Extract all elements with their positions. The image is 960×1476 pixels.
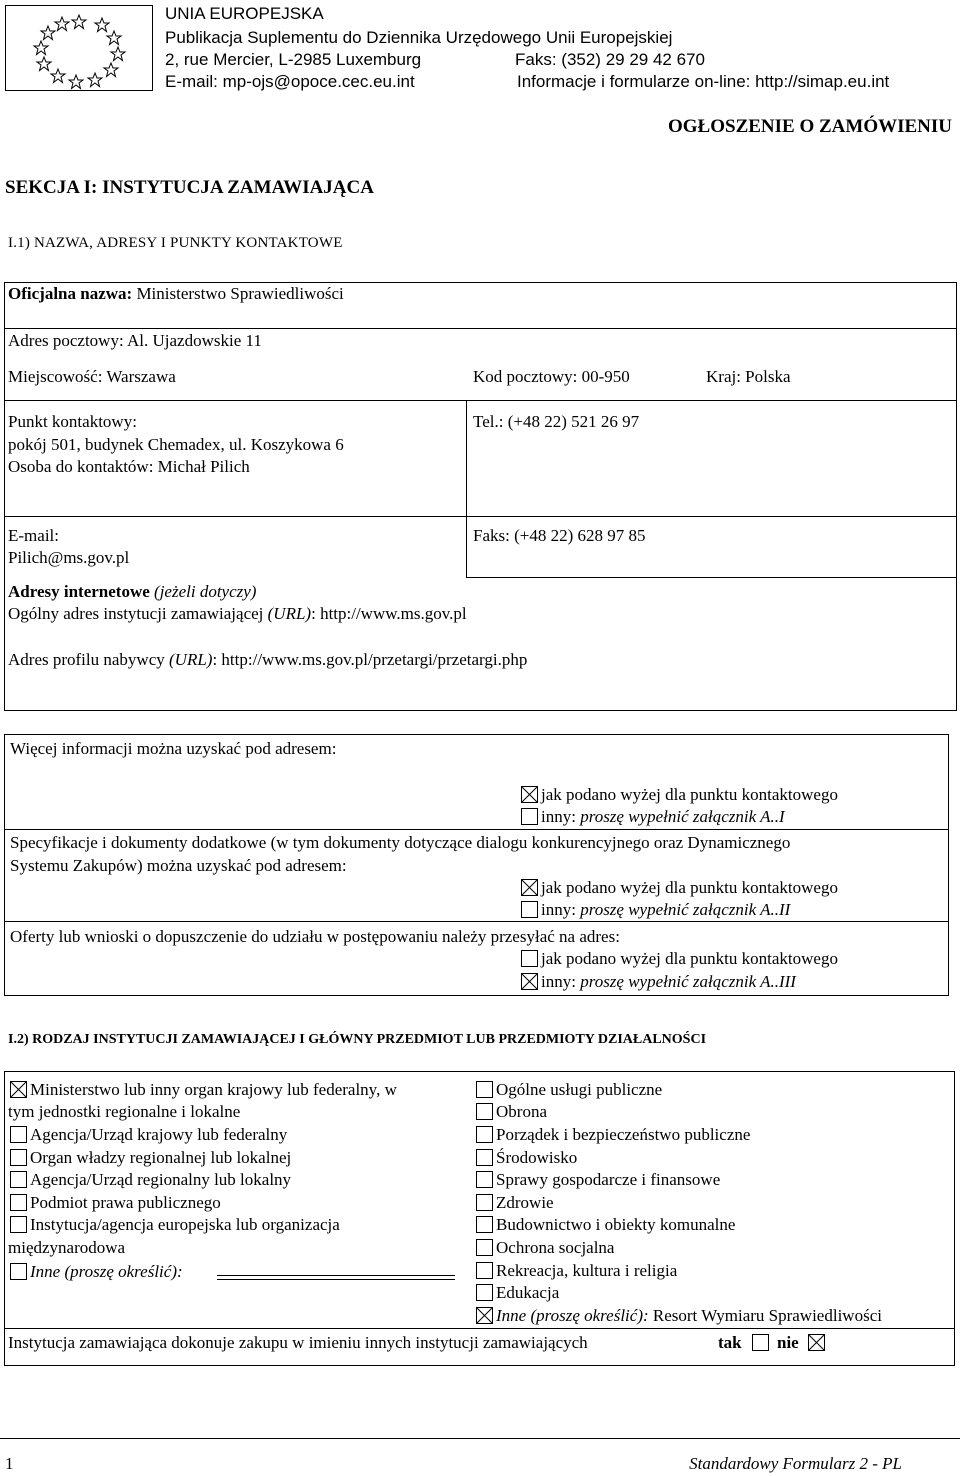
q3-same-checkbox[interactable]	[521, 950, 538, 967]
activity-order-label: Porządek i bezpieczeństwo publiczne	[496, 1125, 751, 1144]
buyer-profile-row	[8, 650, 527, 670]
behalf-yes-checkbox[interactable]	[752, 1334, 769, 1351]
activity-environment-checkbox[interactable]	[476, 1149, 493, 1166]
activity-general-label: Ogólne usługi publiczne	[496, 1080, 663, 1099]
q2-other-checkbox[interactable]	[521, 901, 538, 918]
internet-label: Adresy internetowe	[8, 582, 150, 601]
contact-point-label: Punkt kontaktowy:	[8, 412, 137, 431]
q3-other-checkbox[interactable]	[521, 973, 538, 990]
activity-recreation-checkbox[interactable]	[476, 1262, 493, 1279]
rule-more-2	[4, 921, 949, 922]
address-row	[8, 331, 262, 351]
city-field: Miejscowość: Warszawa	[8, 367, 176, 386]
activity-other-checkbox[interactable]	[476, 1307, 493, 1324]
type-other-fill-line-2	[217, 1279, 455, 1280]
address-value: Al. Ujazdowskie 11	[126, 331, 262, 350]
url-tag: (URL)	[267, 604, 312, 623]
q2-other-label	[541, 900, 790, 920]
i2-title: I.2) RODZAJ INSTYTUCJI ZAMAWIAJĄCEJ I GŁÓWNY PRZEDMIOT LUB PRZEDMIOTY DZIAŁALNOŚCI	[8, 1032, 707, 1047]
type-regional-authority-label: Organ władzy regionalnej lub lokalnej	[30, 1148, 292, 1167]
activity-defence-checkbox[interactable]	[476, 1103, 493, 1120]
footer-rule	[0, 1438, 960, 1439]
header-email: E-mail: mp-ojs@opoce.cec.eu.int	[165, 72, 415, 91]
type-other-fill-line[interactable]	[217, 1275, 455, 1276]
type-other-label: Inne (proszę określić):	[30, 1262, 183, 1281]
other-annex-3: proszę wypełnić załącznik A..III	[580, 972, 796, 991]
q1-other-checkbox[interactable]	[521, 808, 538, 825]
internet-note: (jeżeli dotyczy)	[154, 582, 257, 601]
behalf-no-checkbox[interactable]	[808, 1334, 825, 1351]
activity-health-label: Zdrowie	[496, 1193, 554, 1212]
email-label: E-mail:	[8, 526, 59, 545]
type-public-law-checkbox[interactable]	[10, 1194, 27, 1211]
behalf-no-label: nie	[777, 1333, 799, 1352]
footer-form-name: Standardowy Formularz 2 - PL	[689, 1454, 902, 1473]
type-regional-authority-checkbox[interactable]	[10, 1149, 27, 1166]
contact-left-rule	[4, 282, 5, 711]
activity-order-checkbox[interactable]	[476, 1126, 493, 1143]
more-info-question: Więcej informacji można uzyskać pod adresem:	[10, 739, 337, 758]
activity-social-checkbox[interactable]	[476, 1239, 493, 1256]
address-label: Adres pocztowy:	[8, 331, 124, 350]
specs-question-line1: Specyfikacje i dokumenty dodatkowe (w tym dokumenty dotyczące dialogu konkurencyjnego oraz Dynamicznego	[10, 833, 791, 852]
specs-question-line2: Systemu Zakupów) można uzyskać pod adresem:	[10, 856, 347, 875]
activity-economy-label: Sprawy gospodarcze i finansowe	[496, 1170, 721, 1189]
header-publication: Publikacja Suplementu do Dziennika Urzędowego Unii Europejskiej	[165, 28, 673, 47]
activity-other-label: Inne (proszę określić):	[496, 1306, 649, 1325]
fax-field: Faks: (+48 22) 628 97 85	[473, 526, 646, 545]
eu-flag-logo	[5, 5, 153, 91]
q2-same-checkbox[interactable]	[521, 879, 538, 896]
rule-after-name	[4, 328, 957, 329]
activity-other-row	[496, 1306, 882, 1326]
activity-general-checkbox[interactable]	[476, 1081, 493, 1098]
contact-person: Osoba do kontaktów: Michał Pilich	[8, 457, 250, 476]
q2-same-label: jak podano wyżej dla punktu kontaktowego	[541, 878, 838, 897]
postal-code-field: Kod pocztowy: 00-950	[473, 367, 630, 386]
rule-after-contact	[4, 516, 957, 517]
eu-stars-icon	[6, 6, 152, 90]
type-national-agency-label: Agencja/Urząd krajowy lub federalny	[30, 1125, 288, 1144]
other-annex-1: proszę wypełnić załącznik A..I	[580, 807, 785, 826]
rule-more-1	[4, 829, 949, 830]
rule-after-fax	[466, 577, 957, 578]
activity-economy-checkbox[interactable]	[476, 1171, 493, 1188]
rule-after-city	[4, 400, 957, 401]
activity-health-checkbox[interactable]	[476, 1194, 493, 1211]
q1-other-label	[541, 807, 785, 827]
type-public-law-label: Podmiot prawa publicznego	[30, 1193, 221, 1212]
tel-field: Tel.: (+48 22) 521 26 97	[473, 412, 640, 431]
activity-environment-label: Środowisko	[496, 1148, 578, 1167]
type-national-agency-checkbox[interactable]	[10, 1126, 27, 1143]
q1-same-label: jak podano wyżej dla punktu kontaktowego	[541, 785, 838, 804]
general-url-value[interactable]: : http://www.ms.gov.pl	[311, 604, 467, 623]
general-url-prefix: Ogólny adres instytucji zamawiającej	[8, 604, 264, 623]
email-value: Pilich@ms.gov.pl	[8, 548, 130, 567]
offers-question: Oferty lub wnioski o dopuszczenie do udziału w postępowaniu należy przesyłać na adres:	[10, 927, 620, 946]
section-title: SEKCJA I: INSTYTUCJA ZAMAWIAJĄCA	[5, 177, 374, 198]
activity-social-label: Ochrona socjalna	[496, 1238, 615, 1257]
official-name-row	[8, 284, 344, 304]
country-field: Kraj: Polska	[706, 367, 791, 386]
type-ministry-line2: tym jednostki regionalne i lokalne	[8, 1102, 241, 1121]
activity-housing-checkbox[interactable]	[476, 1216, 493, 1233]
other-annex-2: proszę wypełnić załącznik A..II	[580, 900, 791, 919]
type-eu-institution-line2: międzynarodowa	[8, 1238, 126, 1257]
general-url-row	[8, 604, 467, 624]
other-prefix: inny:	[541, 972, 581, 991]
contact-top-rule	[4, 282, 957, 283]
type-ministry-line1: Ministerstwo lub inny organ krajowy lub federalny, w	[30, 1080, 397, 1099]
internet-heading	[8, 582, 256, 602]
header-org: UNIA EUROPEJSKA	[165, 4, 324, 23]
behalf-yes-label: tak	[718, 1333, 742, 1352]
type-regional-agency-label: Agencja/Urząd regionalny lub lokalny	[30, 1170, 292, 1189]
activity-other-value: Resort Wymiaru Sprawiedliwości	[652, 1306, 882, 1325]
q1-same-checkbox[interactable]	[521, 786, 538, 803]
q3-other-label	[541, 972, 796, 992]
footer-page-number: 1	[5, 1454, 14, 1473]
official-name-label: Oficjalna nazwa:	[8, 284, 133, 303]
buyer-profile-prefix: Adres profilu nabywcy	[8, 650, 165, 669]
q3-same-label: jak podano wyżej dla punktu kontaktowego	[541, 949, 838, 968]
activity-defence-label: Obrona	[496, 1102, 547, 1121]
header-fax: Faks: (352) 29 29 42 670	[515, 50, 705, 69]
other-prefix: inny:	[541, 900, 581, 919]
type-ministry-checkbox[interactable]	[10, 1081, 27, 1098]
type-eu-institution-line1: Instytucja/agencja europejska lub organizacja	[30, 1215, 340, 1234]
document-title: OGŁOSZENIE O ZAMÓWIENIU	[668, 116, 952, 137]
activity-recreation-label: Rekreacja, kultura i religia	[496, 1261, 678, 1280]
activity-education-label: Edukacja	[496, 1283, 560, 1302]
rule-i2-behalf	[4, 1328, 955, 1329]
buyer-profile-value[interactable]: : http://www.ms.gov.pl/przetargi/przetargi.php	[212, 650, 528, 669]
activity-housing-label: Budownictwo i obiekty komunalne	[496, 1215, 736, 1234]
subsection-title: I.1) NAZWA, ADRESY I PUNKTY KONTAKTOWE	[8, 235, 343, 251]
header-info: Informacje i formularze on-line: http://simap.eu.int	[517, 72, 890, 91]
type-regional-agency-checkbox[interactable]	[10, 1171, 27, 1188]
contact-mid-rule	[466, 400, 467, 578]
official-name-value: Ministerstwo Sprawiedliwości	[136, 284, 344, 303]
contact-right-rule	[956, 282, 957, 711]
contact-bottom-rule	[4, 710, 957, 711]
type-eu-institution-checkbox[interactable]	[10, 1216, 27, 1233]
url-tag: (URL)	[169, 650, 213, 669]
other-prefix: inny:	[541, 807, 581, 826]
contact-point-value: pokój 501, budynek Chemadex, ul. Koszykowa 6	[8, 435, 344, 454]
header-address: 2, rue Mercier, L-2985 Luxemburg	[165, 50, 422, 69]
behalf-question: Instytucja zamawiająca dokonuje zakupu w imieniu innych instytucji zamawiających	[8, 1333, 588, 1352]
type-other-checkbox[interactable]	[10, 1263, 27, 1280]
activity-education-checkbox[interactable]	[476, 1284, 493, 1301]
